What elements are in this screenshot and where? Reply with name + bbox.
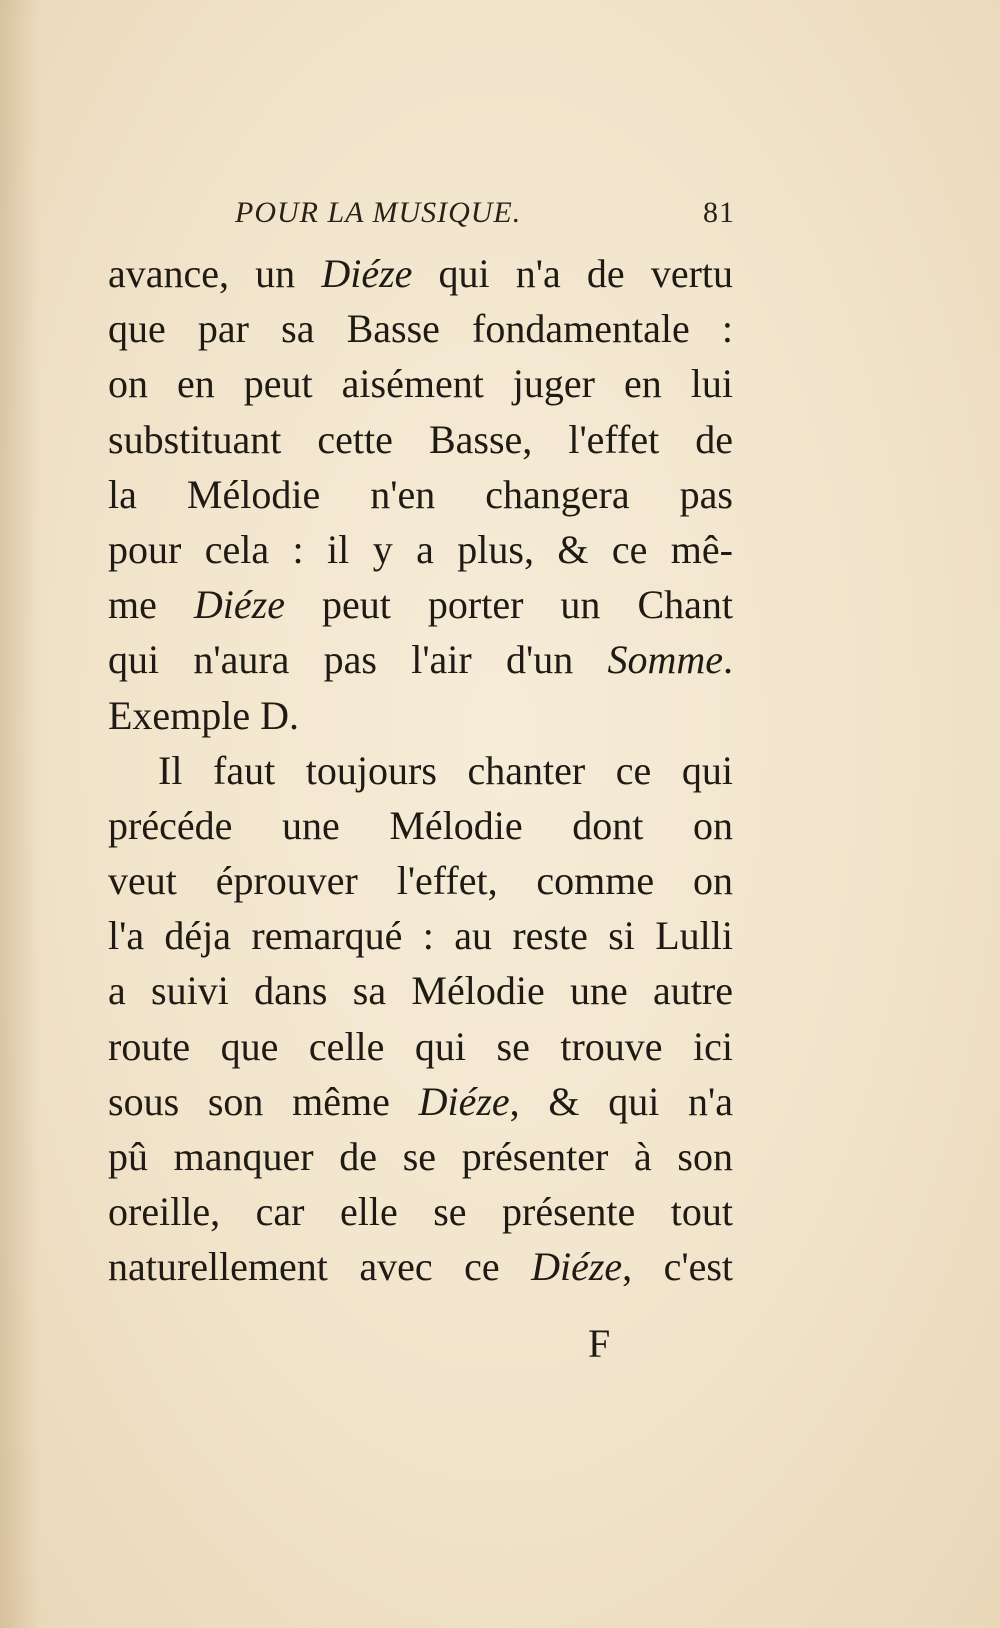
text-line: avance, un Diéze qui n'a de vertu [108,251,733,296]
text-line: que par sa Basse fondamentale : [108,306,733,352]
text-line: substituant cette Basse, l'effet de [108,416,733,462]
text-line: précéde une Mélodie dont on [108,802,733,848]
text-line: l'a déja remarqué : au reste si Lulli [108,913,733,959]
signature-mark: F [588,1321,611,1366]
text-line: oreille, car elle se présente tout [108,1189,733,1235]
text-line: a suivi dans sa Mélodie une autre [108,968,733,1014]
running-head [235,196,735,236]
running-title: POUR LA MUSIQUE. [235,196,522,229]
text-line: veut éprouver l'effet, comme on [108,858,733,904]
text-line: pour cela : il y a plus, & ce mê- [108,526,733,572]
text-line: Il faut toujours chanter ce qui [158,747,733,793]
text-line: me Diéze peut porter un Chant [108,582,734,628]
text-line: naturellement avec ce Diéze, c'est [108,1244,733,1290]
body-text [108,246,733,1295]
page-number: 81 [703,196,735,229]
text-line: route que celle qui se trouve ici [108,1023,733,1069]
text-line: sous son même Diéze, & qui n'a [108,1078,734,1124]
text-line: Exemple D. [108,692,300,738]
text-line: on en peut aisément juger en lui [108,361,733,407]
text-line: qui n'aura pas l'air d'un Somme. [108,637,733,683]
text-line: pû manquer de se présenter à son [108,1134,733,1179]
page-edge-shadow [0,0,40,1628]
text-line: la Mélodie n'en changera pas [108,471,733,517]
